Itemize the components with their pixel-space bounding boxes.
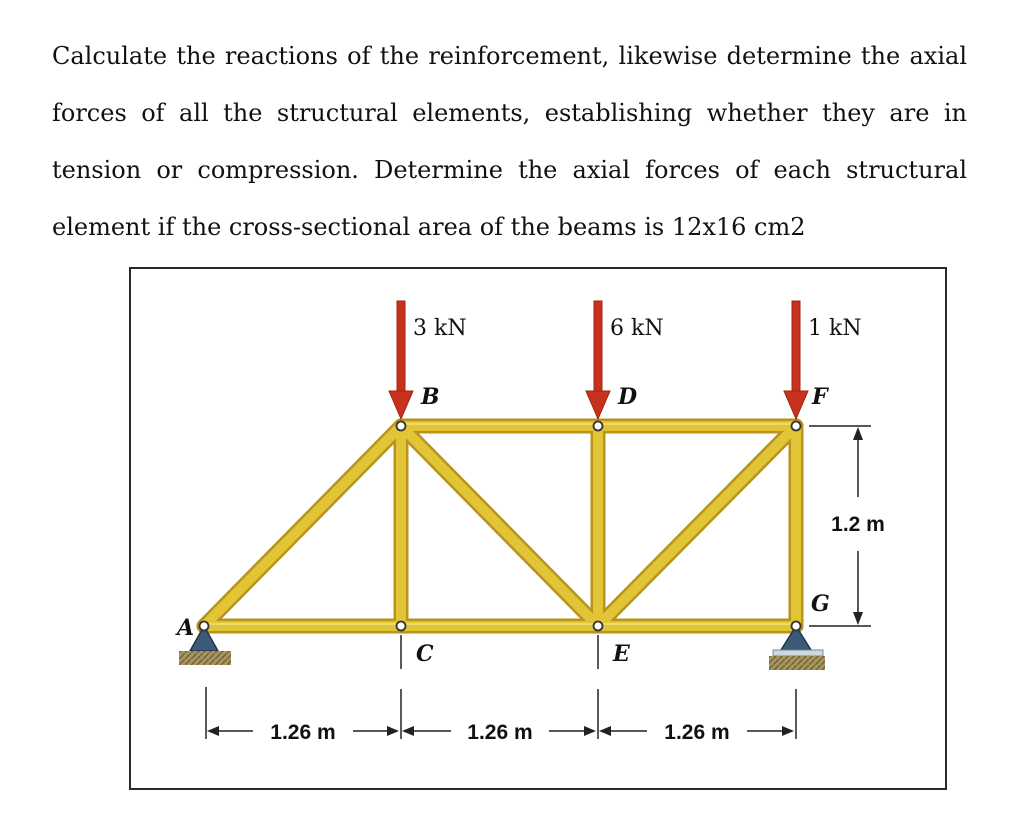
node-label-d: D [618, 384, 638, 410]
dim-label-height: 1.2 m [831, 513, 885, 536]
member-be [401, 426, 598, 626]
node-label-g: G [811, 591, 830, 617]
joint-c [397, 622, 406, 631]
joint-g [792, 622, 801, 631]
joint-d [594, 422, 603, 431]
truss-diagram [131, 269, 945, 788]
node-label-a: A [177, 615, 195, 641]
joint-e [594, 622, 603, 631]
node-label-c: C [416, 641, 434, 667]
load-arrow-b [389, 301, 413, 419]
load-arrow-f [784, 301, 808, 419]
load-label-f: 1 kN [808, 316, 862, 341]
dim-label-eg: 1.26 m [664, 721, 730, 744]
joint-f [792, 422, 801, 431]
joint-a [200, 622, 209, 631]
joint-b [397, 422, 406, 431]
member-ab [204, 426, 401, 626]
dim-label-ce: 1.26 m [467, 721, 533, 744]
load-arrow-d [586, 301, 610, 419]
load-label-d: 6 kN [610, 316, 664, 341]
problem-statement: Calculate the reactions of the reinforcement, likewise determine the axial forces of all the structural elements, establishing whether they are in tension or compression. Determine the axial forces of each structural element if the cross-sectional area of the beams is 12x16 cm2 [52, 42, 967, 241]
truss-figure [129, 267, 947, 790]
node-label-e: E [613, 641, 630, 667]
load-label-b: 3 kN [413, 316, 467, 341]
dim-label-ac: 1.26 m [270, 721, 336, 744]
member-ef [598, 426, 796, 626]
node-label-f: F [812, 384, 828, 410]
node-label-b: B [421, 384, 440, 410]
